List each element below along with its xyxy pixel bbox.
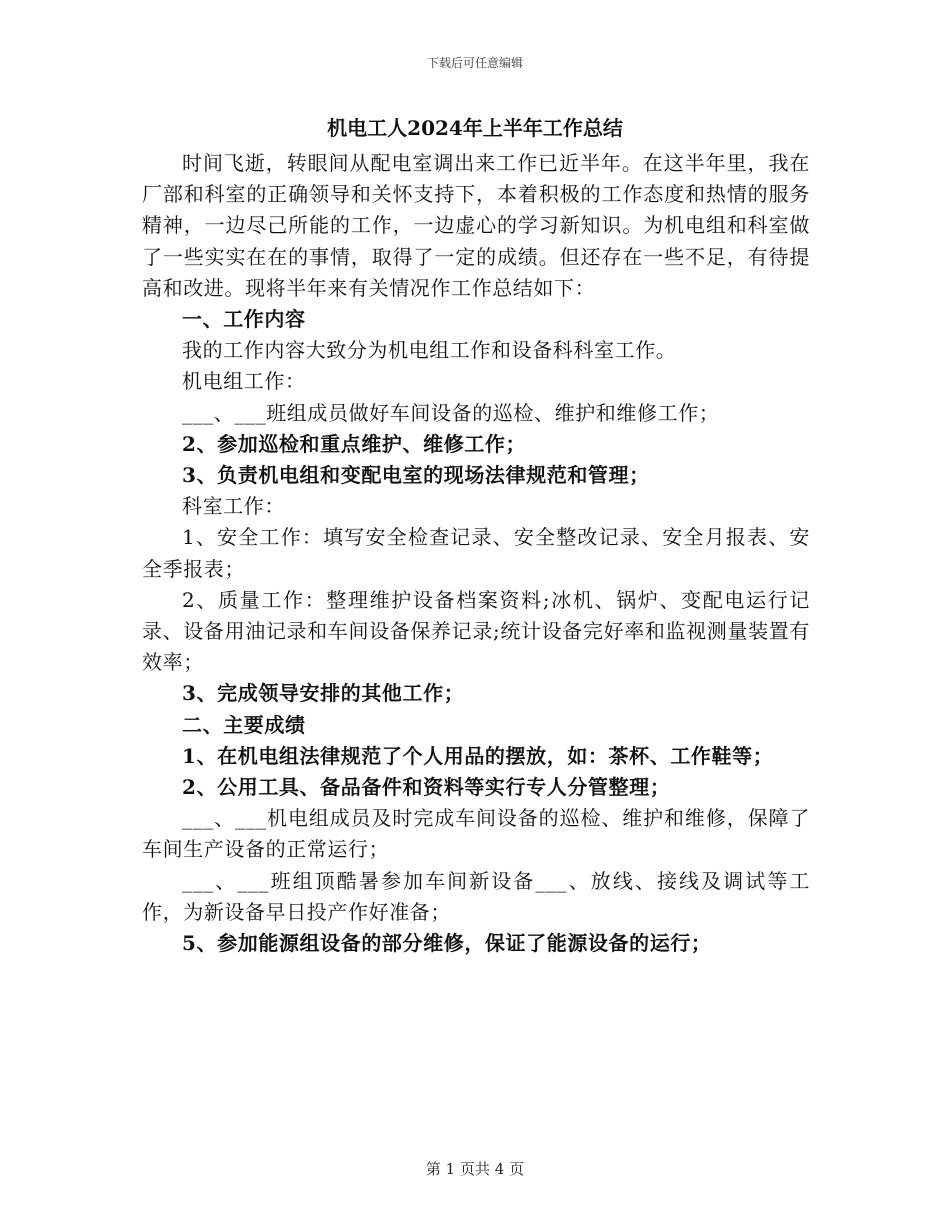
subsection-label: 机电组工作： — [182, 369, 306, 394]
list-item: 5、参加能源组设备的部分维修，保证了能源设备的运行； — [182, 931, 712, 956]
list-item: 3、负责机电组和变配电室的现场法律规范和管理； — [182, 463, 650, 488]
paragraph: 时间飞逝，转眼间从配电室调出来工作已近半年。在这半年里，我在厂部和科室的正确领导和关怀支持下，本着积极的工作态度和热情的服务精神，一边尽己所能的工作，一边虚心的学习新知识。为机电组和科室做了一些实实在在的事情，取得了一定的成绩。但还存在一些不足，有待提高和改进。现将半年来有关情况作工作总结如下： — [142, 151, 810, 300]
page-footer: 第 1 页共 4 页 — [425, 1160, 525, 1178]
list-item: 2、公用工具、备品备件和资料等实行专人分管整理； — [182, 775, 671, 800]
section-heading: 二、主要成绩 — [182, 712, 306, 737]
page-header: 下载后可任意编辑 — [426, 56, 523, 70]
list-item: 3、完成领导安排的其他工作； — [182, 681, 465, 706]
paragraph: 我的工作内容大致分为机电组工作和设备科科室工作。 — [182, 338, 677, 363]
list-item: 1、在机电组法律规范了个人用品的摆放，如：茶杯、工作鞋等； — [182, 743, 774, 768]
section-heading: 一、工作内容 — [182, 307, 306, 332]
list-item: 2、参加巡检和重点维护、维修工作； — [182, 431, 527, 456]
document-title: 机电工人2024年上半年工作总结 — [327, 116, 623, 140]
list-item: ___、___班组成员做好车间设备的巡检、维护和维修工作； — [182, 400, 720, 425]
document-body — [142, 148, 810, 959]
list-item: ___、___班组顶酷暑参加车间新设备___、放线、接线及调试等工作，为新设备早日投产作好准备； — [142, 868, 810, 924]
list-item: 1、安全工作：填写安全检查记录、安全整改记录、安全月报表、安全季报表； — [142, 525, 810, 581]
list-item: ___、___机电组成员及时完成车间设备的巡检、维护和维修，保障了车间生产设备的正常运行； — [142, 806, 810, 862]
list-item: 2、质量工作：整理维护设备档案资料;冰机、锅炉、变配电运行记录、设备用油记录和车间设备保养记录;统计设备完好率和监视测量装置有效率； — [142, 587, 810, 675]
subsection-label: 科室工作： — [182, 494, 285, 519]
